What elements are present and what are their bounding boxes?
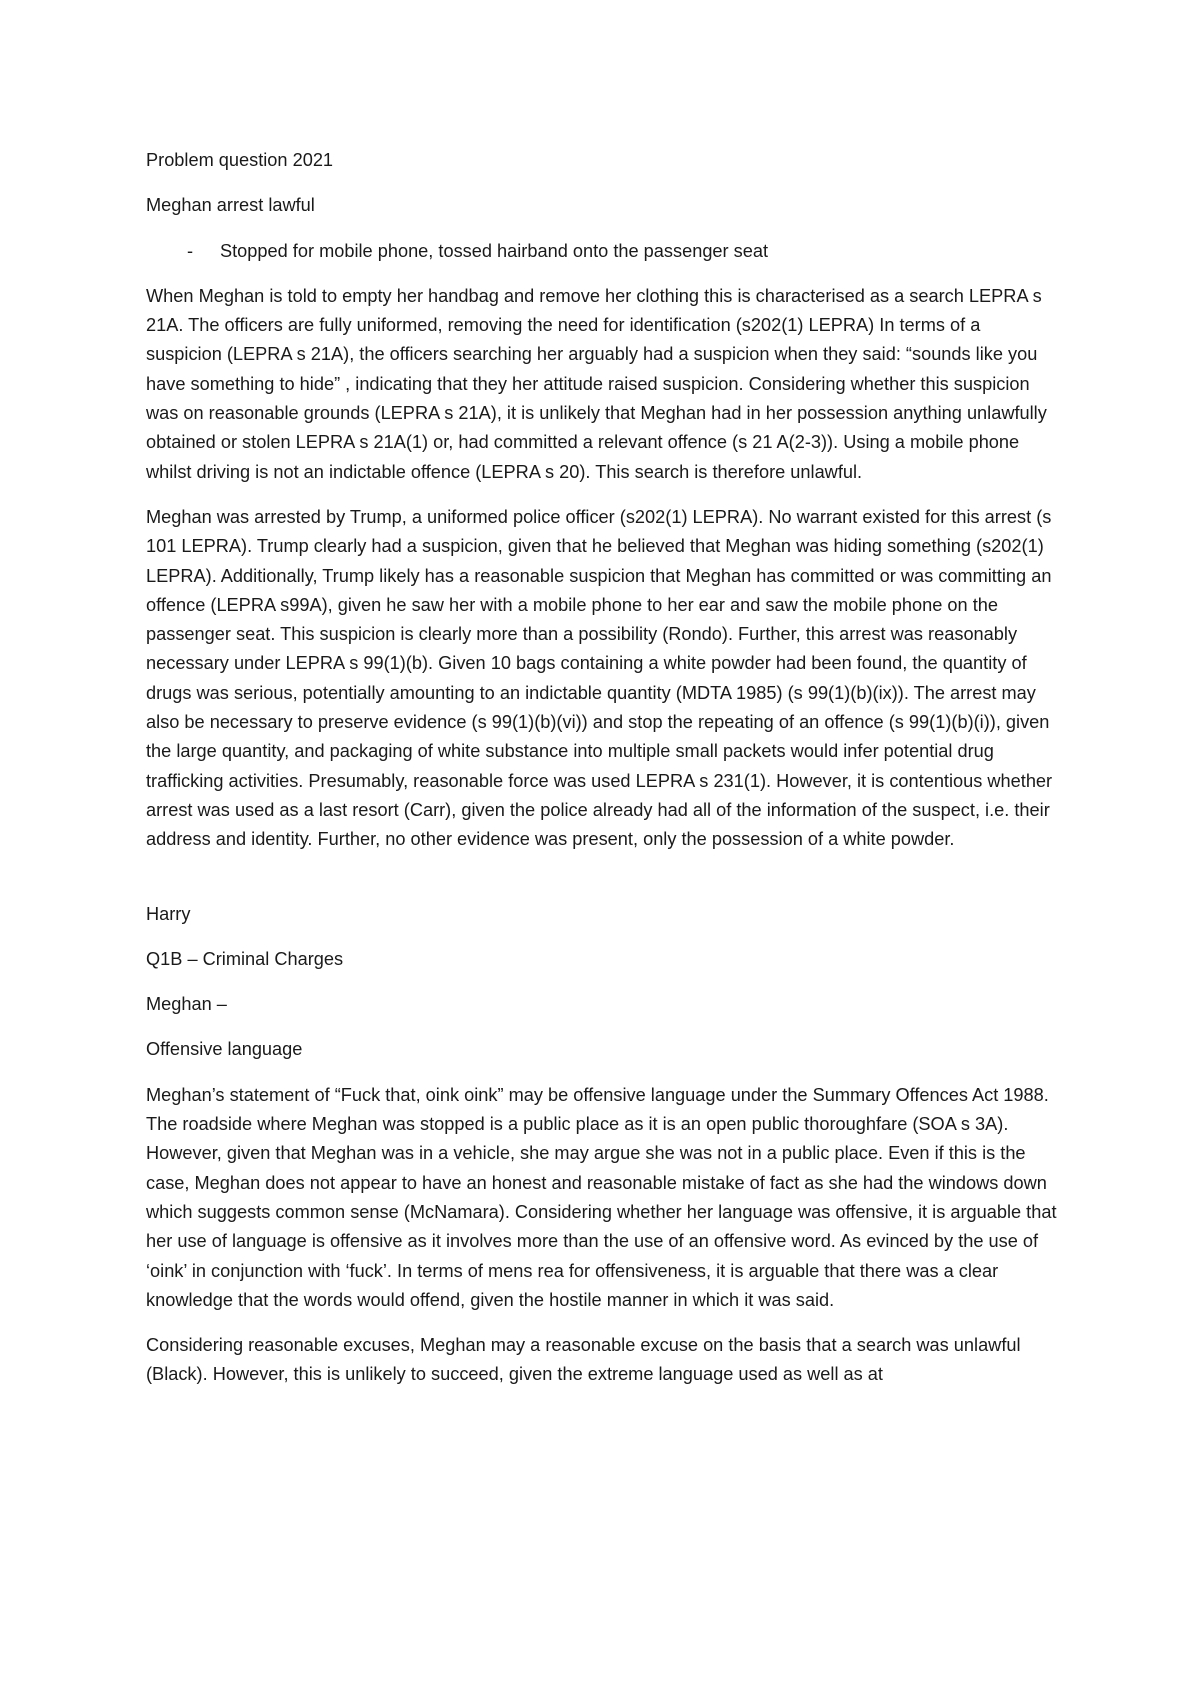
section-heading-offensive-language: Offensive language — [146, 1039, 303, 1060]
paragraph-offensive-language: Meghan’s statement of “Fuck that, oink oink” may be offensive language under the Summary Offences Act 1988. The roadside where Meghan was stopped is a public place as it is an open public thoroughfare (SOA s 3A). However, given that Meghan was in a vehicle, she may argue she was not in a public place. Even if this is the case, Meghan does not appear to have an honest and reasonable mistake of fact as she had the windows down which suggests common sense (McNamara). Considering whether her language was offensive, it is arguable that her use of language is offensive as it involves more than the use of an offensive word. As evinced by the use of ‘oink’ in conjunction with ‘fuck’. In terms of mens rea for offensiveness, it is arguable that there was a clear knowledge that the words would offend, given the hostile manner in which it was said. — [146, 1084, 1057, 1310]
blank-line — [146, 871, 1061, 900]
section-heading-q1b: Q1B – Criminal Charges — [146, 948, 344, 969]
section-heading-meghan-arrest: Meghan arrest lawful — [146, 195, 315, 216]
section-heading-harry: Harry — [146, 903, 191, 924]
bullet-item — [146, 237, 1061, 266]
document-title: Problem question 2021 — [146, 150, 334, 170]
paragraph-search: When Meghan is told to empty her handbag and remove her clothing this is characterised as a search LEPRA s 21A. The officers are fully uniformed, removing the need for identification (s202(1) LEPRA) In terms of a suspicion (LEPRA s 21A), the officers searching her arguably had a suspicion when they said: “sounds like you have something to hide” , indicating that they her attitude raised suspicion. Considering whether this suspicion was on reasonable grounds (LEPRA s 21A), it is unlikely that Meghan had in her possession anything unlawfully obtained or stolen LEPRA s 21A(1) or, had committed a relevant offence (s 21 A(2-3)). Using a mobile phone whilst driving is not an indictable offence (LEPRA s 20). This search is therefore unlawful. — [146, 285, 1047, 482]
bullet-marker: - — [187, 240, 194, 261]
document-body — [146, 146, 1061, 1406]
section-heading-meghan: Meghan – — [146, 994, 227, 1015]
bullet-text: Stopped for mobile phone, tossed hairband onto the passenger seat — [220, 240, 769, 261]
paragraph-reasonable-excuses: Considering reasonable excuses, Meghan may a reasonable excuse on the basis that a search was unlawful (Black). However, this is unlikely to succeed, given the extreme language used as well as at — [146, 1335, 1021, 1385]
paragraph-arrest: Meghan was arrested by Trump, a uniformed police officer (s202(1) LEPRA). No warrant existed for this arrest (s 101 LEPRA). Trump clearly had a suspicion, given that he believed that Meghan was hiding something (s202(1) LEPRA). Additionally, Trump likely has a reasonable suspicion that Meghan has committed or was committing an offence (LEPRA s99A), given he saw her with a mobile phone to her ear and saw the mobile phone on the passenger seat. This suspicion is clearly more than a possibility (Rondo). Further, this arrest was reasonably necessary under LEPRA s 99(1)(b). Given 10 bags containing a white powder had been found, the quantity of drugs was serious, potentially amounting to an indictable quantity (MDTA 1985) (s 99(1)(b)(ix)). The arrest may also be necessary to preserve evidence (s 99(1)(b)(vi)) and stop the repeating of an offence (s 99(1)(b)(i)), given the large quantity, and packaging of white substance into multiple small packets would infer potential drug trafficking activities. Presumably, reasonable force was used LEPRA s 231(1). However, it is contentious whether arrest was used as a last resort (Carr), given the police already had all of the information of the suspect, i.e. their address and identity. Further, no other evidence was present, only the possession of a white powder. — [146, 506, 1053, 850]
